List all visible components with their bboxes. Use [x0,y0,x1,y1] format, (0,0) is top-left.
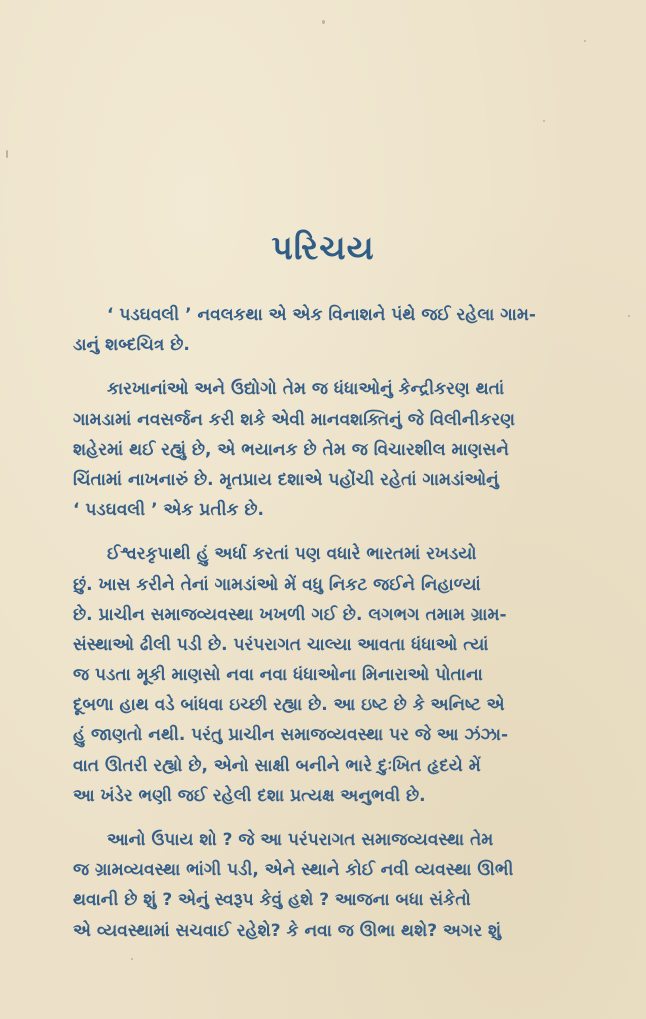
text-line: જ પડતા મૂકી માણસો નવા નવા ધંધાઓના મિનારાઓ પોતાના [73,665,483,686]
text-line: સંસ્થાઓ ઢીલી પડી છે. પરંપરાગત ચાલ્યા આવતા ધંધાઓ ત્યાં [73,634,489,655]
paper-speck [628,315,630,317]
text-line: ચિંતામાં નાખનારું છે. મૃતપ્રાય દશાએ પહોંચી રહેતાં ગામડાંઓનું [73,469,499,490]
text-line: ઈશ્વરકૃપાથી હું અર્ધા કરતાં પણ વધારે ભારતમાં રખડયો [107,544,477,565]
text-line: વાત ઊતરી રહ્યો છે, એનો સાક્ષી બનીને ભારે દુઃખિત હૃદયે મેં [73,755,481,776]
paper-speck [322,20,325,24]
text-line: દૂબળા હાથ વડે બાંધવા ઇચ્છી રહ્યા છે. આ ઇષ્ટ છે કે અનિષ્ટ એ [73,695,505,716]
text-line: શહેરમાં થઈ રહ્યું છે, એ ભયાનક છે તેમ જ વિચારશીલ માણસને [73,439,509,460]
paragraph [73,825,613,946]
text-line: થવાની છે શું ? એનું સ્વરૂપ કેવું હશે ? આજના બધા સંકેતો [73,890,471,911]
paper-speck [131,958,133,960]
text-line: એ વ્યવસ્થામાં સચવાઈ રહેશે? કે નવા જ ઊભા થશે? અગર શું [73,920,502,941]
paper-speck [6,150,8,158]
text-line: છે. પ્રાચીન સમાજવ્યવસ્થા ખખળી ગઈ છે. લગભગ તમામ ગ્રામ- [73,604,507,625]
paragraph [73,539,613,811]
text-line: હું જાણતો નથી. પરંતુ પ્રાચીન સમાજવ્યવસ્થા પર જે આ ઝંઝા- [73,725,509,746]
text-line: આનો ઉપાય શો ? જે આ પરંપરાગત સમાજવ્યવસ્થા તેમ [107,830,494,850]
text-line: ‘ પડઘવલી ’ નવલકથા એ એક વિનાશને પંથે જઈ રહેલા ગામ- [107,305,536,325]
paper-speck [584,40,586,42]
text-line: કારખાનાંઓ અને ઉદ્યોગો તેમ જ ધંધાઓનું કેન્દ્રીકરણ થતાં [107,379,505,400]
paper-speck [543,120,545,122]
body-text [73,300,613,946]
text-line: છું. ખાસ કરીને તેનાં ગામડાંઓ મેં વધુ નિકટ જઈને નિહાળ્યાં [73,574,481,595]
paragraph [73,374,613,525]
text-line: આ ખંડેર ભણી જઈ રહેલી દશા પ્રત્યક્ષ અનુભવી છે. [73,785,426,806]
text-line: જ ગ્રામવ્યવસ્થા ભાંગી પડી, એને સ્થાને કોઈ નવી વ્યવસ્થા ઊભી [73,860,514,881]
page-title: પરિચય [271,228,375,267]
text-line: ડાનું શબ્દચિત્ર છે. [73,335,190,356]
text-line: ‘ પડઘવલી ’ એક પ્રતીક છે. [73,500,264,521]
text-line: ગામડામાં નવસર્જન કરી શકે એવી માનવશક્તિનું જે વિલીનીકરણ [73,409,515,430]
paragraph [73,300,613,360]
